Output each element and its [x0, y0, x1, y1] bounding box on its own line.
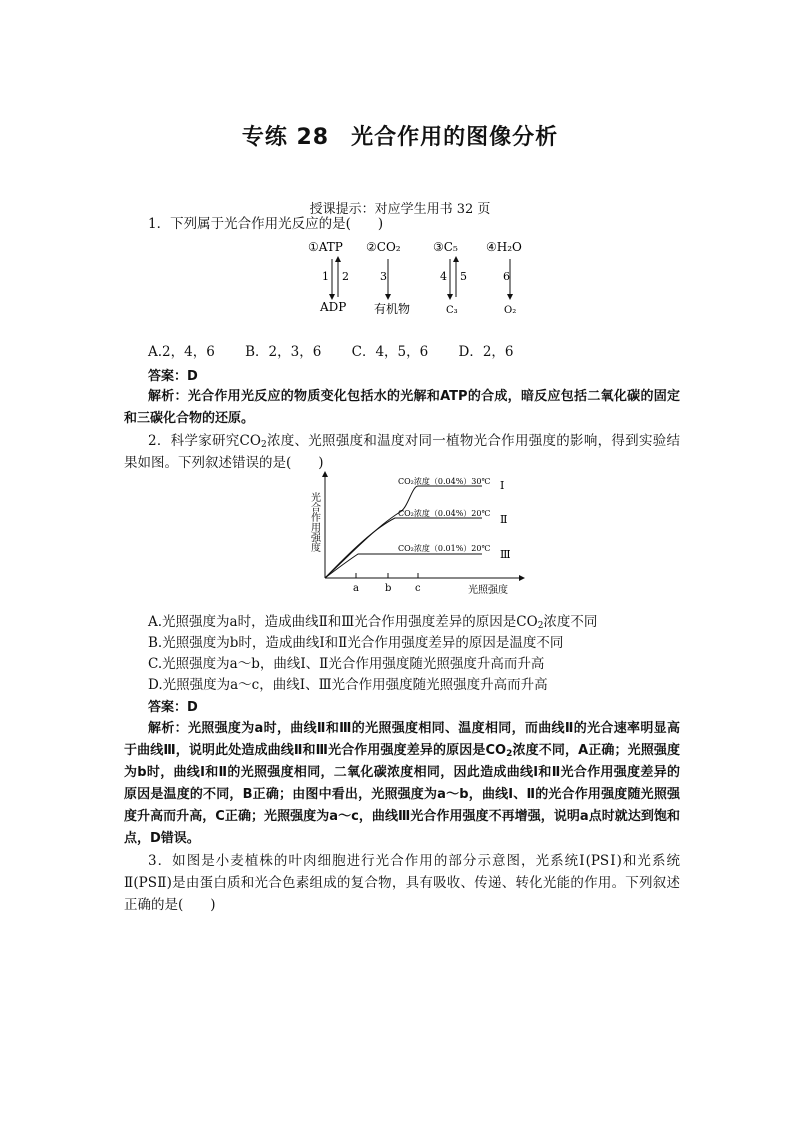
- arrow-num-4: 4: [440, 270, 447, 283]
- curve-III-label: CO₂浓度（0.01%）20℃: [398, 544, 491, 553]
- q1-bottom-adp: ADP: [320, 300, 347, 314]
- q1-option-b: B．2，3，6: [245, 344, 322, 360]
- q2-option-b: B.光照强度为b时，造成曲线Ⅰ和Ⅱ光合作用强度差异的原因是温度不同: [148, 635, 564, 651]
- q3-stem: 3．如图是小麦植株的叶肉细胞进行光合作用的部分示意图，光系统Ⅰ(PSⅠ)和光系统Ⅱ(PSⅡ)是由蛋白质和光合色素组成的复合物，具有吸收、传递、转化光能的作用。下列叙述正确的是( ): [124, 853, 680, 913]
- q2-chart: [300, 470, 530, 598]
- q1-options: [148, 342, 514, 363]
- q1-option-a: A.2，4，6: [148, 344, 215, 360]
- curve-I-label: CO₂浓度（0.04%）30℃: [398, 477, 491, 486]
- curve-I-mark: Ⅰ: [500, 479, 505, 492]
- q2-analysis-sub: 2: [506, 749, 513, 759]
- q2-stem: [124, 430, 680, 474]
- q1-option-d: D．2，6: [458, 344, 514, 360]
- page-title: [0, 120, 800, 151]
- q2-stem-sub: 2: [260, 440, 267, 450]
- q2-option-d: D.光照强度为a～c，曲线Ⅰ、Ⅲ光合作用强度随光照强度升高而升高: [148, 677, 548, 693]
- curve-III: [325, 554, 482, 578]
- curve-II-label: CO₂浓度（0.04%）20℃: [398, 509, 491, 518]
- q1-bottom-organic: 有机物: [374, 302, 411, 316]
- q2-option-a-sub: 2: [537, 621, 544, 631]
- q1-top-c5: ③C₅: [433, 240, 458, 254]
- q2-stem-b: 浓度、光照强度和温度对同一植物光合作用强度的影响，得到实验结果如图。下列叙述错误的是( ): [124, 433, 680, 471]
- arrow-num-2: 2: [342, 270, 349, 283]
- q2-option-a: [148, 612, 597, 633]
- curve-I: [325, 486, 482, 578]
- tick-label-b: b: [385, 583, 392, 594]
- q2-stem-a: 2．科学家研究CO: [148, 433, 261, 449]
- title-text: 光合作用的图像分析: [351, 125, 559, 150]
- tick-label-c: c: [415, 583, 421, 594]
- q1-top-co2: ②CO₂: [366, 240, 401, 254]
- curve-III-mark: Ⅲ: [500, 548, 511, 561]
- tick-label-a: a: [353, 583, 359, 594]
- curve-II-mark: Ⅱ: [500, 513, 508, 526]
- q1-reaction-figure: [300, 232, 540, 322]
- q2-option-a-tail: 浓度不同: [543, 614, 598, 630]
- q1-top-h2o: ④H₂O: [486, 240, 522, 254]
- q2-option-a-text: A.光照强度为a时，造成曲线Ⅱ和Ⅲ光合作用强度差异的原因是CO: [148, 614, 538, 630]
- q1-option-c: C．4，5，6: [351, 344, 429, 360]
- q1-stem: 1．下列属于光合作用光反应的是( ): [148, 216, 384, 232]
- arrow-num-5: 5: [460, 270, 467, 283]
- q1-bottom-c3: C₃: [446, 305, 458, 316]
- y-axis-label: 光合作用强度: [308, 492, 320, 552]
- q2-answer: 答案：D: [148, 700, 198, 715]
- q1-analysis: 解析：光合作用光反应的物质变化包括水的光解和ATP的合成，暗反应包括二氧化碳的固定和三碳化合物的还原。: [124, 389, 680, 426]
- arrow-num-6: 6: [503, 270, 510, 283]
- arrow-num-1: 1: [322, 270, 329, 283]
- q1-top-atp: ①ATP: [308, 240, 343, 254]
- q2-analysis-a: 解析：光照强度为a时，曲线Ⅱ和Ⅲ的光照强度相同、温度相同，而曲线Ⅱ的光合速率明显高于曲线Ⅲ，说明此处造成曲线Ⅱ和Ⅲ光合作用强度差异的原因是CO: [124, 721, 680, 758]
- q2-analysis: [124, 718, 680, 850]
- q2-option-c: C.光照强度为a～b，曲线Ⅰ、Ⅱ光合作用强度随光照强度升高而升高: [148, 656, 545, 672]
- teaching-hint: 授课提示：对应学生用书 32 页: [309, 202, 491, 217]
- arrow-num-3: 3: [380, 270, 387, 283]
- q1-bottom-o2: O₂: [504, 305, 517, 316]
- q2-analysis-b: 浓度不同，A正确；光照强度为b时，曲线Ⅰ和Ⅱ的光照强度相同，二氧化碳浓度相同，因此造成曲线Ⅰ和Ⅱ光合作用强度差异的原因是温度的不同，B正确；由图中看出，光照强度为a～b，曲线Ⅰ、Ⅱ的光合作用强度随光照强度升高而升高，C正确；光照强度为a～c，曲线Ⅲ光合作用强度不再增强，说明a点时就达到饱和点，D错误。: [124, 743, 681, 846]
- x-axis-label: 光照强度: [468, 585, 508, 596]
- q1-answer: 答案：D: [148, 369, 198, 384]
- title-number: 专练 28: [241, 125, 330, 150]
